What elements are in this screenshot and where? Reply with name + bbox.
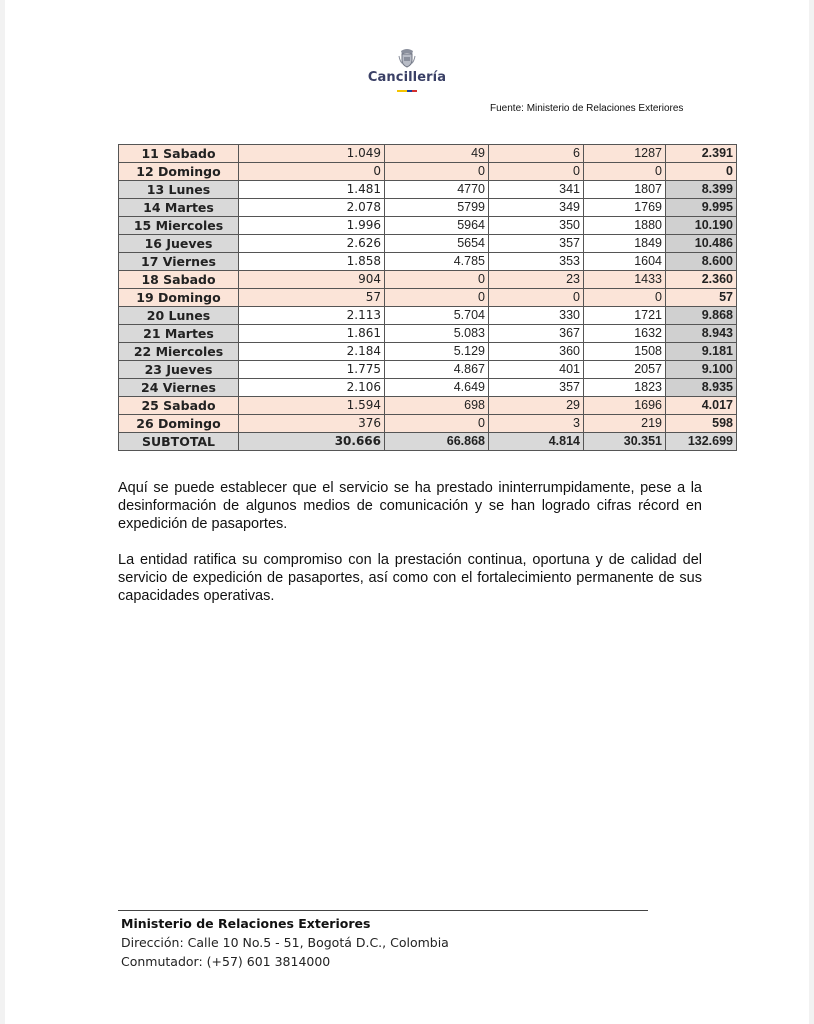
table-row — [119, 271, 737, 289]
total-cell: 598 — [666, 415, 737, 433]
col1-cell: 2.626 — [239, 235, 385, 253]
table-row — [119, 361, 737, 379]
col2-cell: 4.785 — [385, 253, 489, 271]
paragraph-commitment: La entidad ratifica su compromiso con la prestación continua, oportuna y de calidad del servicio de expedición de pasaportes, así como con el fortalecimiento permanente de sus capacidades operativas. — [118, 552, 702, 604]
col4-cell: 0 — [584, 163, 666, 181]
day-cell: 17 Viernes — [119, 253, 239, 271]
col2-cell: 5.704 — [385, 307, 489, 325]
col1-cell: 904 — [239, 271, 385, 289]
col4-cell: 1632 — [584, 325, 666, 343]
total-cell: 2.391 — [666, 145, 737, 163]
col3-cell: 367 — [489, 325, 584, 343]
day-cell: 20 Lunes — [119, 307, 239, 325]
col2-cell: 4.649 — [385, 379, 489, 397]
table-row — [119, 289, 737, 307]
col2-cell: 0 — [385, 271, 489, 289]
col3-cell: 349 — [489, 199, 584, 217]
subtotal-total-cell: 132.699 — [666, 433, 737, 451]
day-cell: 18 Sabado — [119, 271, 239, 289]
col2-cell: 0 — [385, 415, 489, 433]
col1-cell: 376 — [239, 415, 385, 433]
col1-cell: 2.113 — [239, 307, 385, 325]
col4-cell: 219 — [584, 415, 666, 433]
col4-cell: 1433 — [584, 271, 666, 289]
col3-cell: 23 — [489, 271, 584, 289]
col1-cell: 1.861 — [239, 325, 385, 343]
col4-cell: 1287 — [584, 145, 666, 163]
subtotal-col4-cell: 30.351 — [584, 433, 666, 451]
col1-cell: 57 — [239, 289, 385, 307]
passport-issuance-table — [118, 144, 737, 451]
total-cell: 9.181 — [666, 343, 737, 361]
day-cell: 12 Domingo — [119, 163, 239, 181]
col3-cell: 353 — [489, 253, 584, 271]
day-cell: 14 Martes — [119, 199, 239, 217]
total-cell: 8.600 — [666, 253, 737, 271]
col4-cell: 1721 — [584, 307, 666, 325]
table-row — [119, 181, 737, 199]
col4-cell: 1604 — [584, 253, 666, 271]
col2-cell: 4.867 — [385, 361, 489, 379]
col2-cell: 4770 — [385, 181, 489, 199]
col4-cell: 1769 — [584, 199, 666, 217]
total-cell: 4.017 — [666, 397, 737, 415]
col3-cell: 350 — [489, 217, 584, 235]
day-cell: 22 Miercoles — [119, 343, 239, 361]
colombia-coat-of-arms-icon — [398, 48, 416, 68]
cancilleria-logo — [5, 48, 809, 92]
total-cell: 9.100 — [666, 361, 737, 379]
table-row — [119, 379, 737, 397]
footer — [121, 914, 449, 971]
col1-cell: 1.858 — [239, 253, 385, 271]
logo-text: Cancillería — [367, 70, 447, 85]
col1-cell: 2.078 — [239, 199, 385, 217]
table-row — [119, 343, 737, 361]
footer-phone: Conmutador: (+57) 601 3814000 — [121, 954, 331, 969]
day-cell: 24 Viernes — [119, 379, 239, 397]
day-cell: 13 Lunes — [119, 181, 239, 199]
day-cell: 25 Sabado — [119, 397, 239, 415]
table-row — [119, 163, 737, 181]
colombia-flag-stripe — [397, 90, 417, 92]
subtotal-day-cell: SUBTOTAL — [119, 433, 239, 451]
table-row — [119, 253, 737, 271]
total-cell: 8.399 — [666, 181, 737, 199]
col4-cell: 0 — [584, 289, 666, 307]
table-row — [119, 235, 737, 253]
footer-divider — [118, 910, 648, 911]
col1-cell: 1.481 — [239, 181, 385, 199]
col1-cell: 1.049 — [239, 145, 385, 163]
total-cell: 0 — [666, 163, 737, 181]
subtotal-row — [119, 433, 737, 451]
source-note: Fuente: Ministerio de Relaciones Exteriores — [490, 103, 684, 114]
total-cell: 2.360 — [666, 271, 737, 289]
col1-cell: 0 — [239, 163, 385, 181]
document-page — [5, 0, 809, 1024]
table-row — [119, 145, 737, 163]
total-cell: 57 — [666, 289, 737, 307]
col3-cell: 401 — [489, 361, 584, 379]
footer-address: Dirección: Calle 10 No.5 - 51, Bogotá D.C., Colombia — [121, 935, 449, 950]
col3-cell: 0 — [489, 163, 584, 181]
col3-cell: 6 — [489, 145, 584, 163]
subtotal-col3-cell: 4.814 — [489, 433, 584, 451]
table-row — [119, 199, 737, 217]
col3-cell: 3 — [489, 415, 584, 433]
col4-cell: 1823 — [584, 379, 666, 397]
col1-cell: 1.996 — [239, 217, 385, 235]
paragraph-service-continuity: Aquí se puede establecer que el servicio se ha prestado ininterrumpidamente, pese a la desinformación de algunos medios de comunicación y se han logrado cifras récord en expedición de pasaportes. — [118, 480, 702, 532]
col3-cell: 357 — [489, 235, 584, 253]
col4-cell: 1508 — [584, 343, 666, 361]
day-cell: 16 Jueves — [119, 235, 239, 253]
col4-cell: 1849 — [584, 235, 666, 253]
col4-cell: 2057 — [584, 361, 666, 379]
col2-cell: 5964 — [385, 217, 489, 235]
col2-cell: 698 — [385, 397, 489, 415]
col3-cell: 330 — [489, 307, 584, 325]
col4-cell: 1807 — [584, 181, 666, 199]
table-row — [119, 217, 737, 235]
footer-org-name: Ministerio de Relaciones Exteriores — [121, 916, 371, 931]
total-cell: 8.935 — [666, 379, 737, 397]
col3-cell: 357 — [489, 379, 584, 397]
table-row — [119, 307, 737, 325]
col2-cell: 5799 — [385, 199, 489, 217]
total-cell: 10.486 — [666, 235, 737, 253]
table-row — [119, 325, 737, 343]
col4-cell: 1696 — [584, 397, 666, 415]
table-row — [119, 415, 737, 433]
day-cell: 21 Martes — [119, 325, 239, 343]
day-cell: 26 Domingo — [119, 415, 239, 433]
col3-cell: 341 — [489, 181, 584, 199]
day-cell: 19 Domingo — [119, 289, 239, 307]
subtotal-col2-cell: 66.868 — [385, 433, 489, 451]
col1-cell: 2.106 — [239, 379, 385, 397]
col2-cell: 5.083 — [385, 325, 489, 343]
total-cell: 10.190 — [666, 217, 737, 235]
total-cell: 9.995 — [666, 199, 737, 217]
col1-cell: 2.184 — [239, 343, 385, 361]
day-cell: 11 Sabado — [119, 145, 239, 163]
col1-cell: 1.775 — [239, 361, 385, 379]
col3-cell: 0 — [489, 289, 584, 307]
col2-cell: 0 — [385, 163, 489, 181]
col2-cell: 5.129 — [385, 343, 489, 361]
subtotal-col1-cell: 30.666 — [239, 433, 385, 451]
col2-cell: 5654 — [385, 235, 489, 253]
table-row — [119, 397, 737, 415]
col3-cell: 360 — [489, 343, 584, 361]
col2-cell: 49 — [385, 145, 489, 163]
total-cell: 9.868 — [666, 307, 737, 325]
col2-cell: 0 — [385, 289, 489, 307]
total-cell: 8.943 — [666, 325, 737, 343]
col4-cell: 1880 — [584, 217, 666, 235]
day-cell: 15 Miercoles — [119, 217, 239, 235]
day-cell: 23 Jueves — [119, 361, 239, 379]
col3-cell: 29 — [489, 397, 584, 415]
col1-cell: 1.594 — [239, 397, 385, 415]
